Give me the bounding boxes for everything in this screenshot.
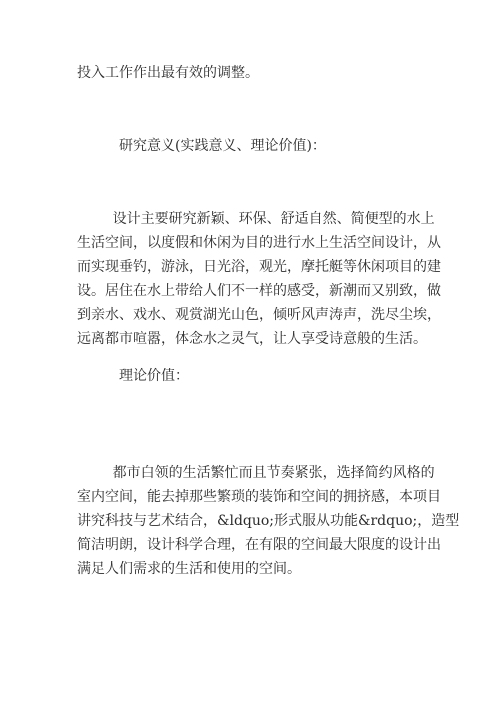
paragraph-line: 而实现垂钓，游泳，日光浴，观光，摩托艇等休闲项目的建 bbox=[77, 259, 441, 275]
paragraph-line: 室内空间，能去掉那些繁琐的装饰和空间的拥挤感，本项目 bbox=[77, 489, 441, 505]
paragraph-line: 讲究科技与艺术结合，&ldquo;形式服从功能&rdquo;，造型 bbox=[77, 513, 460, 529]
significance-heading: 研究意义(实践意义、理论价值)： bbox=[119, 138, 326, 154]
paragraph-line: 到亲水、戏水、观赏湖光山色，倾听风声涛声，洗尽尘埃， bbox=[77, 307, 441, 323]
intro-tail-text: 投入工作作出最有效的调整。 bbox=[77, 65, 259, 81]
paragraph-line: 都市白领的生活繁忙而且节奏紧张，选择简约风格的 bbox=[77, 465, 435, 481]
paragraph-line: 简洁明朗，设计科学合理，在有限的空间最大限度的设计出 bbox=[77, 537, 441, 553]
theory-heading: 理论价值： bbox=[119, 368, 189, 384]
paragraph-line: 满足人们需求的生活和使用的空间。 bbox=[77, 561, 301, 577]
paragraph-line: 设。居住在水上带给人们不一样的感受，新潮而又别致，做 bbox=[77, 283, 441, 299]
paragraph-line: 设计主要研究新颖、环保、舒适自然、简便型的水上 bbox=[77, 211, 435, 227]
paragraph-line: 生活空间，以度假和休闲为目的进行水上生活空间设计，从 bbox=[77, 235, 441, 251]
paragraph-line: 远离都市喧嚣，体念水之灵气，让人享受诗意般的生活。 bbox=[77, 331, 427, 347]
